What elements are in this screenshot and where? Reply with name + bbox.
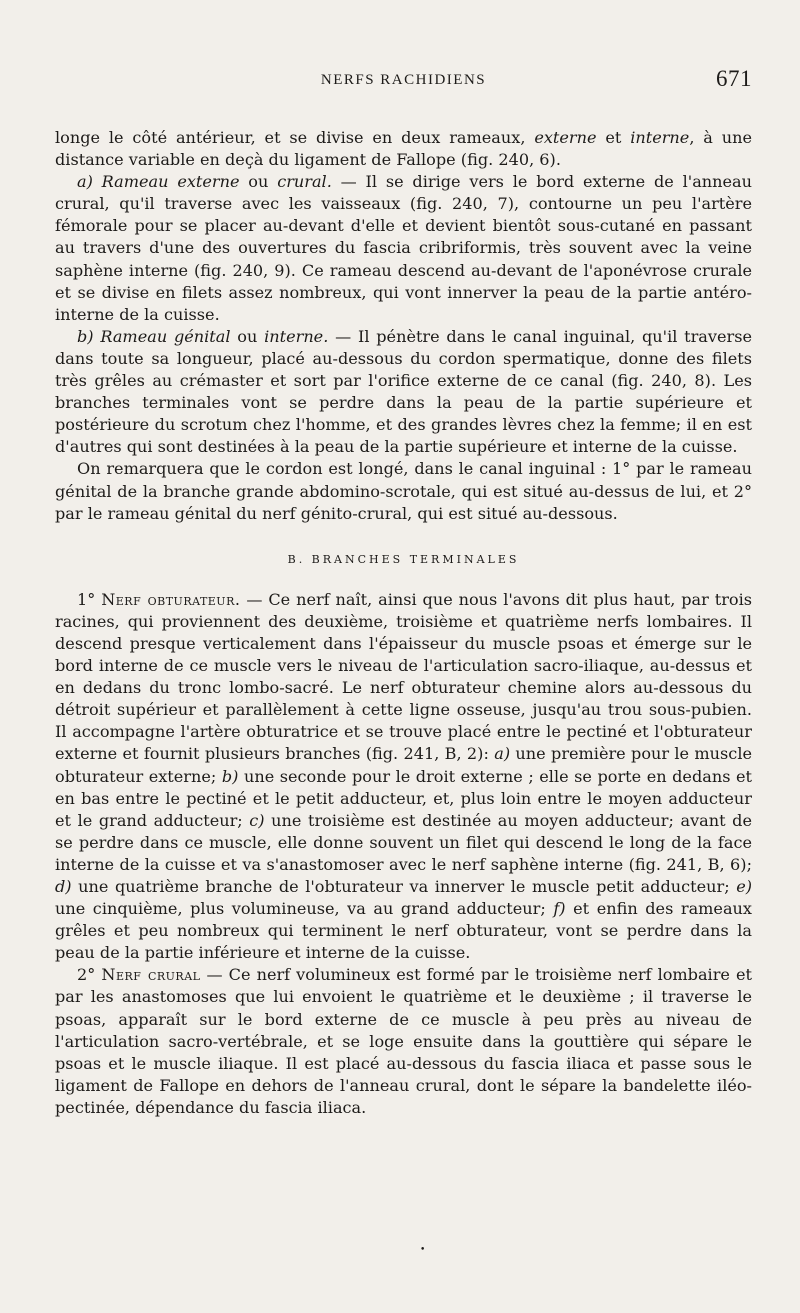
body-text [55,127,752,1119]
text-run: une première pour le muscle obturateur externe; [55,744,752,786]
list-marker: a) [494,744,511,764]
italic-heading: b) Rameau génital [77,326,231,346]
text-run: et [596,128,631,147]
paragraph-rameau-genital [55,326,752,459]
italic-heading: a) Rameau externe [77,172,240,192]
text-run: longe le côté antérieur, et se divise en deux rameaux, [55,128,535,147]
text-run: — Il se dirige vers le bord externe de l'anneau crural, qu'il traverse avec les vaisseaux (fig. 240, 7), contourne un peu l'artère fémorale pour se placer au-devant d'elle et devient bientôt sous-cutané en passant au travers d'une des ouvertures du fascia cribriformis, très souvent avec la veine saphène interne (fig. 240, 9). Ce rameau descend au-devant de l'aponévrose crurale et se divise en filets assez nombreux, qui vont innerver la peau de la partie antéro-interne de la cuisse. [55,172,753,324]
text-run: ou [230,326,265,346]
text-run: ou [239,172,278,192]
paragraph-rameau-externe [55,171,752,326]
text-run: une quatrième branche de l'obturateur va innerver le muscle petit adducteur; [71,877,737,896]
small-caps-heading: Nerf crural [101,965,201,985]
page-number: 671 [716,66,752,91]
text-run: une troisième est destinée au moyen adducteur; avant de se perdre dans ce muscle, elle donne souvent un filet qui descend le long de la face interne de la cuisse et va s'anastomoser avec le nerf saphène interne (fig. 241, B, 6); [55,810,752,874]
small-caps-heading: Nerf obturateur. [101,589,241,609]
text-run: , à une distance variable en deçà du ligament de Fallope (fig. 240, 6). [55,128,752,170]
text-run: et enfin des rameaux grêles et peu nombreux qui terminent le nerf obturateur, vont se perdre dans la peau de la partie inférieure et interne de la cuisse. [55,899,752,963]
text-run: une seconde pour le droit externe ; elle se porte en dedans et en bas entre le pectiné et le petit adducteur, et, plus loin entre le moyen adducteur et le grand adducteur; [55,766,752,830]
text-run: 2° [77,965,102,985]
text-run: — Il pénètre dans le canal inguinal, qu'il traverse dans toute sa longueur, placé au-dessous du cordon spermatique, donne des filets très grêles au crémaster et sort par l'orifice externe de ce canal (fig. 240, 8). Les branches terminales vont se perdre dans la peau de la partie supérieure et postérieure du scrotum chez l'homme, et des grandes lèvres chez la femme; il en est d'autres qui sont destinées à la peau de la partie supérieure et interne de la cuisse. [55,326,752,457]
section-heading: B. BRANCHES TERMINALES [287,552,520,566]
running-title: NERFS RACHIDIENS [320,72,487,88]
footer-mark: • [420,1245,426,1255]
italic-heading: interne. [264,326,329,346]
list-marker: d) [55,877,72,896]
list-marker: e) [736,877,752,896]
text-run: — Ce nerf naît, ainsi que nous l'avons dit plus haut, par trois racines, qui proviennent des deuxième, troisième et quatrième nerfs lombaires. Il descend presque verticalement dans l'épaisseur du muscle psoas et émerge sur le bord interne de ce muscle vers le niveau de l'articulation sacro-iliaque, au-dessus et en dedans du tronc lombo-sacré. Le nerf obturateur chemine alors au-dessous du détroit supérieur et parallèlement à cette ligne osseuse, jusqu'au trou sous-pubien. Il accompagne l'artère obturatrice et se trouve placé entre le pectiné et l'obturateur externe et fournit plusieurs branches (fig. 241, B, 2): [55,589,752,764]
paragraph-continuation [55,127,752,171]
running-head [55,66,752,94]
italic-heading: crural. [277,172,332,192]
text-run: 1° [77,589,102,609]
italic-term: interne [630,128,690,147]
list-marker: b) [221,766,239,786]
list-marker: c) [249,810,265,830]
text-run: une cinquième, plus volumineuse, va au grand adducteur; [55,899,554,919]
italic-term: externe [534,128,597,147]
list-marker: f) [553,899,566,919]
paragraph-nerf-obturateur [55,589,752,965]
text-run: — Ce nerf volumineux est formé par le troisième nerf lombaire et par les anastomoses que lui envoient le quatrième et le deuxième ; il traverse le psoas, apparaît sur le bord externe de ce muscle à peu près au niveau de l'articulation sacro-vertébrale, et se loge ensuite dans la gouttière qui sépare le psoas et le muscle iliaque. Il est placé au-dessous du fascia iliaca et passe sous le ligament de Fallope en dehors de l'anneau crural, dont le sépare la bandelette iléo-pectinée, dépendance du fascia iliaca. [55,965,752,1117]
paragraph-nerf-crural [55,964,752,1119]
paragraph-remarque: On remarquera que le cordon est longé, dans le canal inguinal : 1° par le rameau génital de la branche grande abdomino-scrotale, qui est situé au-dessus de lui, et 2° par le rameau génital du nerf génito-crural, qui est situé au-dessous. [55,459,752,523]
